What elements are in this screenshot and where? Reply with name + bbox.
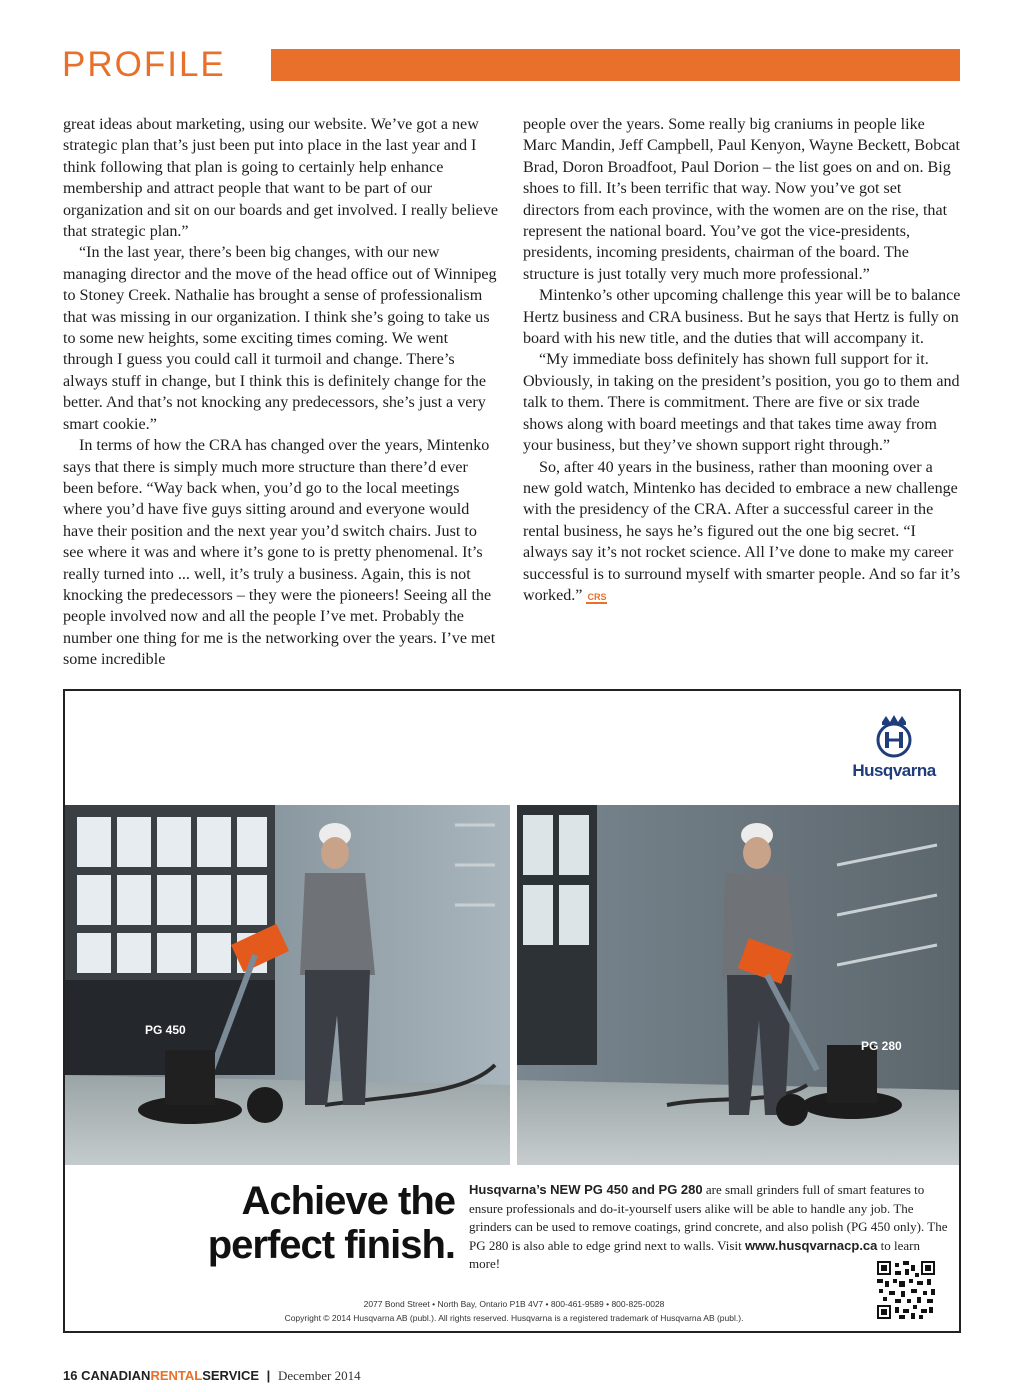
ad-headline-line2: perfect finish. <box>207 1223 455 1267</box>
publication-name-part3: SERVICE <box>202 1368 260 1383</box>
issue-date: December 2014 <box>277 1368 361 1383</box>
ad-body-copy <box>469 1181 949 1274</box>
ad-headline-line1: Achieve the <box>241 1179 455 1223</box>
article-paragraph: Mintenko’s other upcoming challenge this year will be to balance Hertz business and CRA business. But he says that Hertz is fully on board with his new title, and the duties that will accompany it. <box>523 287 961 348</box>
publication-name-part2: RENTAL <box>150 1368 203 1383</box>
ad-body-end: to learn more! <box>469 1237 920 1271</box>
ad-headline <box>125 1179 455 1267</box>
article-column-left <box>63 114 499 671</box>
footer-separator: | <box>266 1368 271 1383</box>
model-label-pg450: PG 450 <box>145 1023 186 1037</box>
article-paragraph: “In the last year, there’s been big changes, with our new managing director and the move of the head office out of Winnipeg to Stoney Creek. Nathalie has brought a sense of professionalism that was missing in our organization. I think she’s going to take us to some new heights, some exciting times coming. We went through I guess you could call it turmoil and change. There’s always stuff in change, but I think this is definitely change for the better. And that’s not knocking any predecessors, she’s just a very smart cookie.” <box>63 244 497 433</box>
article-paragraph: people over the years. Some really big craniums in people like Marc Mandin, Jeff Campbell, Paul Kenyon, Wayne Beckett, Bobcat Brad, Doron Broadfoot, Paul Dorion – the list goes on and on. Big shoes to fill. It’s been terrific that way. Now you’ve got set directors from each province, with the women are on the rise, that represent the national board. You’ve got the vice-presidents, presidents, incoming presidents, chairman of the board. The structure is just totally very much more professional.” <box>523 116 961 283</box>
header-accent-bar <box>271 49 960 81</box>
section-header <box>62 46 960 84</box>
ad-body-lead: Husqvarna’s NEW PG 450 and PG 280 <box>469 1182 703 1197</box>
grinder-photo-illustration <box>65 805 510 1165</box>
ad-copyright: Copyright © 2014 Husqvarna AB (publ.). All rights reserved. Husqvarna is a registered trademark of Husqvarna AB (publ.). <box>284 1313 744 1323</box>
ad-website-link[interactable]: www.husqvarnacp.ca <box>744 1237 878 1253</box>
publication-name-part1: CANADIAN <box>81 1368 151 1383</box>
article-paragraph-text: So, after 40 years in the business, rather than mooning over a new gold watch, Mintenko has decided to embrace a new challenge with the presidency of the CRA. After a successful career in the rental business, he says he’s figured out the one big secret. “I always say it’s not rocket science. All I’ve done to make my career successful is to surround myself with smarter people. And so far it’s worked.” <box>523 458 961 604</box>
ad-body-text: are small grinders full of smart features to ensure professionals and do-it-yourself users alike will be able to handle any job. The grinders can be used to remove coatings, grind concrete, and also polish (PG 450 only). The PG 280 is also able to edge grind next to walls. Visit <box>469 1182 948 1253</box>
product-photo-pg450 <box>65 805 510 1165</box>
crown-h-logo-icon <box>839 713 949 761</box>
brand-name: Husqvarna <box>852 761 936 780</box>
article-paragraph: In terms of how the CRA has changed over the years, Mintenko says that there is simply much more structure than there’d ever been before. “Way back when, you’d go to the local meetings where you’d have five guys sitting around and everyone would have their position and the next year you’d switch chairs. Just to see where it was and where it’s gone to is pretty phenomenal. It’s really turned into ... well, it’s truly a business. Again, this is not knocking the predecessors – they were the pioneers! Seeing all the people involved now and all the people I’ve met. Probably the number one thing for me is the networking over the years. I’ve met some incredible <box>63 437 496 669</box>
page-footer <box>63 1367 361 1387</box>
article-paragraph: “My immediate boss definitely has shown full support for it. Obviously, in taking on the president’s position, you go to them and talk to them. There is commitment. There are five or six trade shows along with board meetings and that takes time away from your business, but they’ve shown support right through.” <box>523 351 960 455</box>
end-of-article-mark: CRS <box>587 591 607 602</box>
article-paragraph: great ideas about marketing, using our website. We’ve got a new strategic plan that’s just been put into place in the last year and I think following that plan is going to certainly help enhance membership and attract people that want to be part of our organization and sit on our boards and get involved. I really believe that strategic plan.” <box>63 116 499 241</box>
page-number: 16 <box>63 1368 78 1383</box>
ad-contact-info <box>65 1297 963 1325</box>
section-title: PROFILE <box>62 45 226 84</box>
husqvarna-advertisement[interactable] <box>63 689 961 1333</box>
ad-address: 2077 Bond Street • North Bay, Ontario P1B 4V7 • 800-461-9589 • 800-825-0028 <box>363 1299 665 1309</box>
model-label-pg280: PG 280 <box>861 1039 902 1053</box>
product-photo-pg280 <box>517 805 959 1165</box>
husqvarna-logo <box>839 713 949 783</box>
article-column-right <box>523 114 961 606</box>
article-paragraph-last <box>523 457 961 607</box>
grinder-photo-illustration <box>517 805 959 1165</box>
